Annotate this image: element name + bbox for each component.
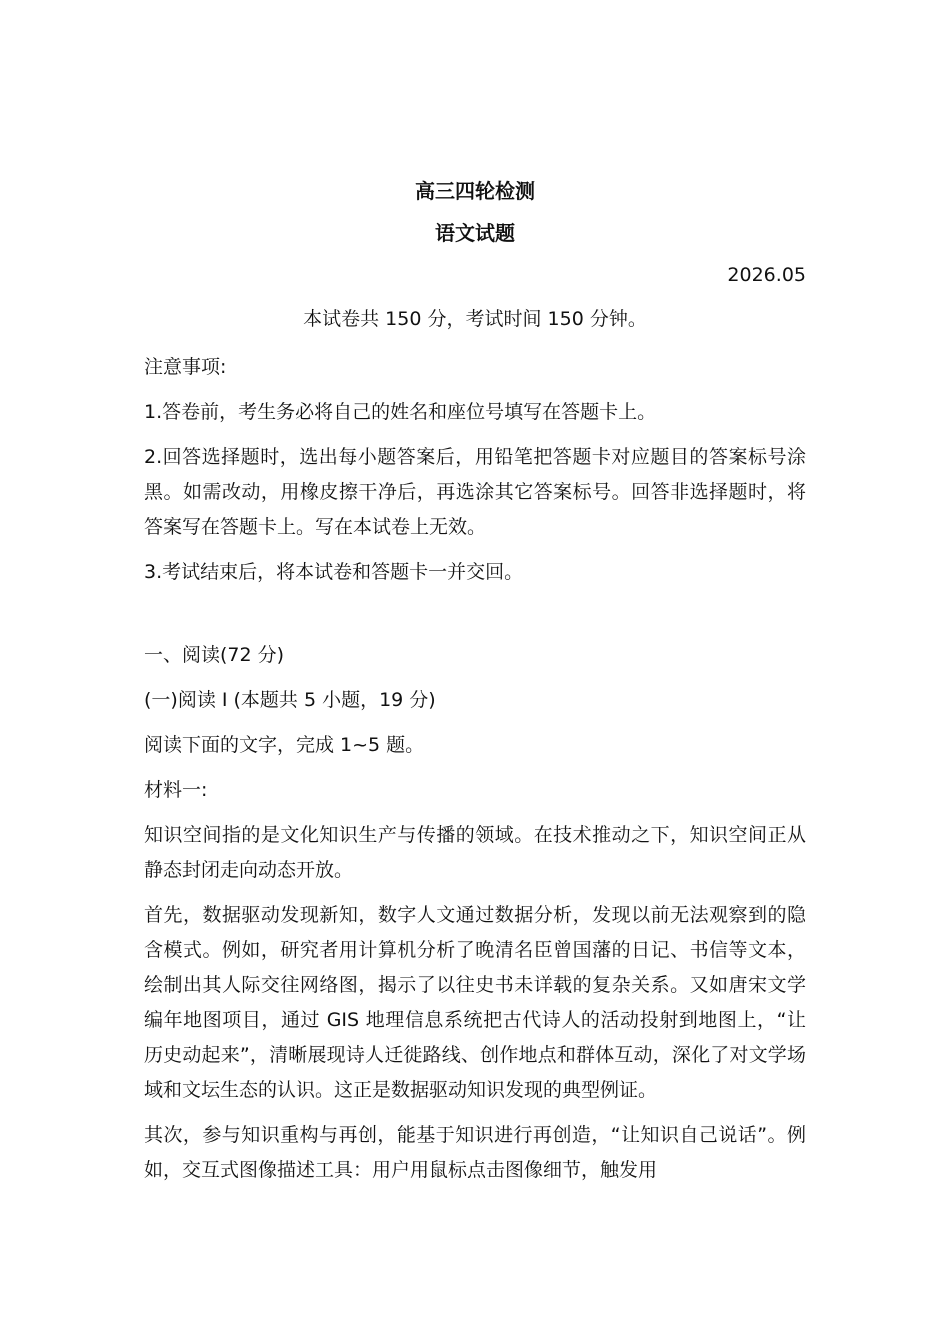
exam-title: 高三四轮检测 bbox=[415, 179, 535, 203]
notice-heading: 注意事项: bbox=[144, 356, 227, 378]
notice-item-1: 1.答卷前，考生务必将自己的姓名和座位号填写在答题卡上。 bbox=[144, 401, 657, 423]
notice-item-2: 2.回答选择题时，选出每小题答案后，用铅笔把答题卡对应题目的答案标号涂黑。如需改动，用橡皮擦干净后，再选涂其它答案标号。回答非选择题时，将答案写在答题卡上。写在本试卷上无效。 bbox=[144, 446, 806, 538]
material-paragraph-2: 首先，数据驱动发现新知，数字人文通过数据分析，发现以前无法观察到的隐含模式。例如，研究者用计算机分析了晚清名臣曾国藩的日记、书信等文本，绘制出其人际交往网络图，揭示了以往史书未详载的复杂关系。又如唐宋文学编年地图项目，通过 GIS 地理信息系统把古代诗人的活动投射到地图上，“让历史动起来”，清晰展现诗人迁徙路线、创作地点和群体互动，深化了对文学场域和文坛生态的认识。这正是数据驱动知识发现的典型例证。 bbox=[144, 904, 806, 1101]
exam-info: 本试卷共 150 分，考试时间 150 分钟。 bbox=[303, 308, 647, 330]
reading-instruction: 阅读下面的文字，完成 1~5 题。 bbox=[144, 734, 425, 756]
notice-item-3: 3.考试结束后，将本试卷和答题卡一并交回。 bbox=[144, 561, 524, 583]
material-paragraph-1: 知识空间指的是文化知识生产与传播的领域。在技术推动之下，知识空间正从静态封闭走向动态开放。 bbox=[144, 824, 806, 881]
subject-title: 语文试题 bbox=[435, 221, 515, 245]
section-spacer bbox=[144, 590, 806, 628]
material-label: 材料一: bbox=[144, 779, 208, 801]
document-content bbox=[144, 170, 806, 1188]
material-paragraph-3: 其次，参与知识重构与再创，能基于知识进行再创造，“让知识自己说话”。例如，交互式图像描述工具：用户用鼠标点击图像细节，触发用 bbox=[144, 1124, 806, 1181]
section-heading: 一、阅读(72 分) bbox=[144, 644, 285, 666]
exam-date: 2026.05 bbox=[727, 264, 806, 286]
sub-section-heading: (一)阅读 I (本题共 5 小题，19 分) bbox=[144, 689, 436, 711]
